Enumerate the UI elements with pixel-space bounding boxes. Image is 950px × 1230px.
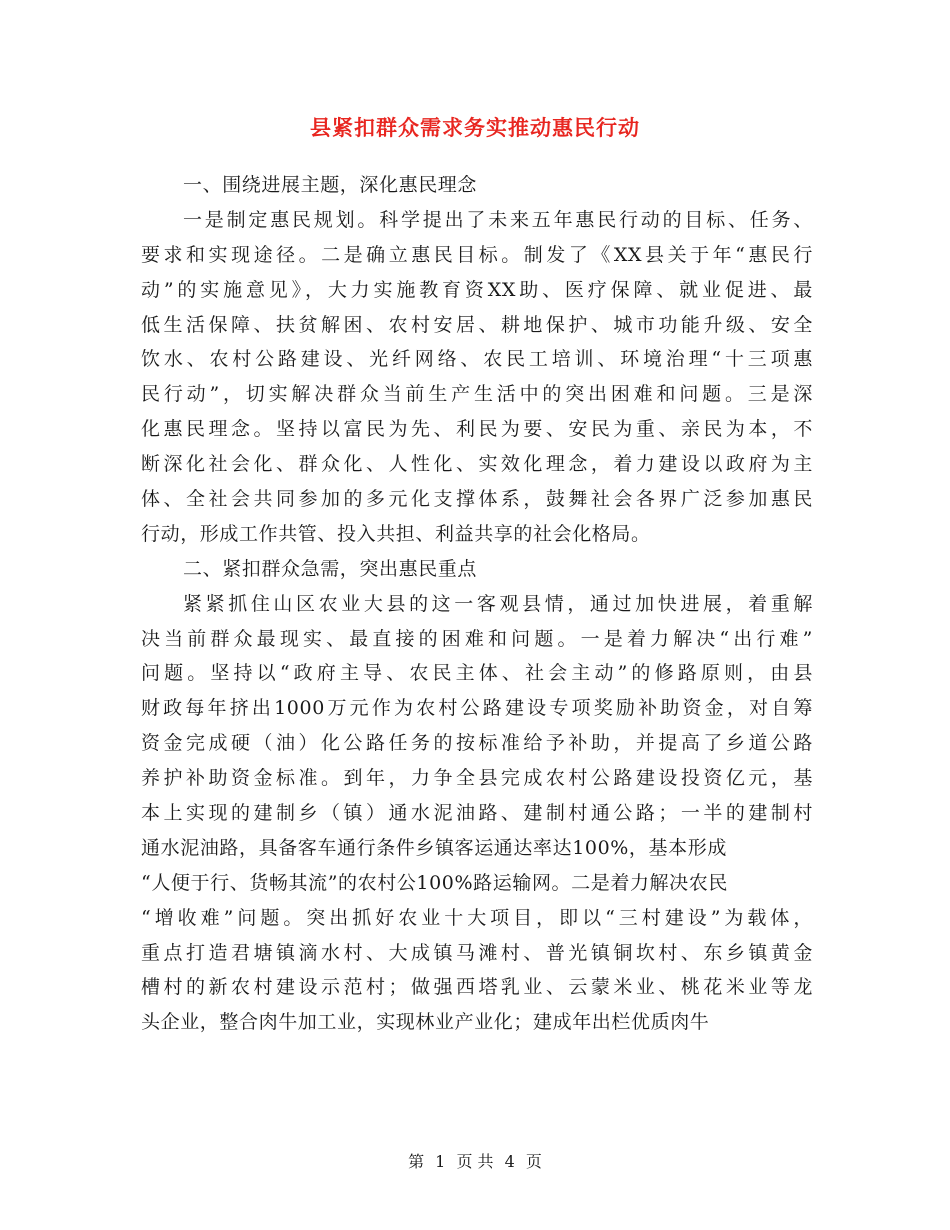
paragraph-line: 资金完成硬（油）化公路任务的按标准给予补助，并提高了乡道公路 [141, 732, 813, 755]
page-footer [0, 1151, 950, 1173]
paragraph-line: 低生活保障、扶贫解困、农村安居、耕地保护、城市功能升级、安全 [141, 313, 813, 336]
paragraph-line: 重点打造君塘镇滴水村、大成镇马滩村、普光镇铜坎村、东乡镇黄金 [141, 941, 813, 964]
paragraph-line: 行动，形成工作共管、投入共担、利益共享的社会化格局。 [141, 522, 651, 545]
paragraph-line: 财政每年挤出1000万元作为农村公路建设专项奖励补助资金，对自筹 [141, 697, 813, 720]
paragraph-line: 本上实现的建制乡（镇）通水泥油路、建制村通公路；一半的建制村 [141, 802, 813, 825]
paragraph-line: 养护补助资金标准。到年，力争全县完成农村公路建设投资亿元，基 [141, 767, 813, 790]
paragraph-line: 通水泥油路，具备客车通行条件乡镇客运通达率达100%，基本形成 [141, 836, 727, 859]
paragraph-line: 饮水、农村公路建设、光纤网络、农民工培训、环境治理“十三项惠 [141, 348, 813, 371]
paragraph-line: 断深化社会化、群众化、人性化、实效化理念，着力建设以政府为主 [141, 453, 813, 476]
paragraph-line: 槽村的新农村建设示范村；做强西塔乳业、云蒙米业、桃花米业等龙 [141, 976, 813, 999]
page-label-mid: 页 共 [456, 1152, 494, 1171]
paragraph-line: 动”的实施意见》，大力实施教育资XX助、医疗保障、就业促进、最 [141, 278, 813, 301]
document-body [141, 168, 813, 1040]
page-number: 1 [435, 1152, 446, 1171]
paragraph-line: 一是制定惠民规划。科学提出了未来五年惠民行动的目标、任务、 [183, 208, 813, 231]
page-label-prefix: 第 [408, 1152, 425, 1171]
paragraph-line: 头企业，整合肉牛加工业，实现林业产业化；建成年出栏优质肉牛 [141, 1011, 710, 1034]
paragraph-line: 决当前群众最现实、最直接的困难和问题。一是着力解决“出行难” [141, 627, 813, 650]
paragraph-line: “人便于行、货畅其流”的农村公100%路运输网。二是着力解决农民 [141, 871, 728, 894]
paragraph-line: 紧紧抓住山区农业大县的这一客观县情，通过加快进展，着重解 [183, 592, 813, 615]
section-heading: 一、围绕进展主题，深化惠民理念 [183, 174, 478, 196]
paragraph-line: “增收难”问题。突出抓好农业十大项目，即以“三村建设”为载体， [141, 906, 813, 929]
section-heading: 二、紧扣群众急需，突出惠民重点 [183, 557, 478, 580]
paragraph-line: 体、全社会共同参加的多元化支撑体系，鼓舞社会各界广泛参加惠民 [141, 488, 813, 511]
page-label-suffix: 页 [525, 1152, 542, 1171]
page-total: 4 [504, 1152, 515, 1171]
paragraph-line: 问题。坚持以“政府主导、农民主体、社会主动”的修路原则，由县 [141, 662, 813, 685]
paragraph-line: 民行动”，切实解决群众当前生产生活中的突出困难和问题。三是深 [141, 383, 813, 406]
paragraph-line: 要求和实现途径。二是确立惠民目标。制发了《XX县关于年“惠民行 [141, 243, 813, 266]
document-title: 县紧扣群众需求务实推动惠民行动 [310, 115, 640, 140]
paragraph-line: 化惠民理念。坚持以富民为先、利民为要、安民为重、亲民为本，不 [141, 418, 813, 441]
